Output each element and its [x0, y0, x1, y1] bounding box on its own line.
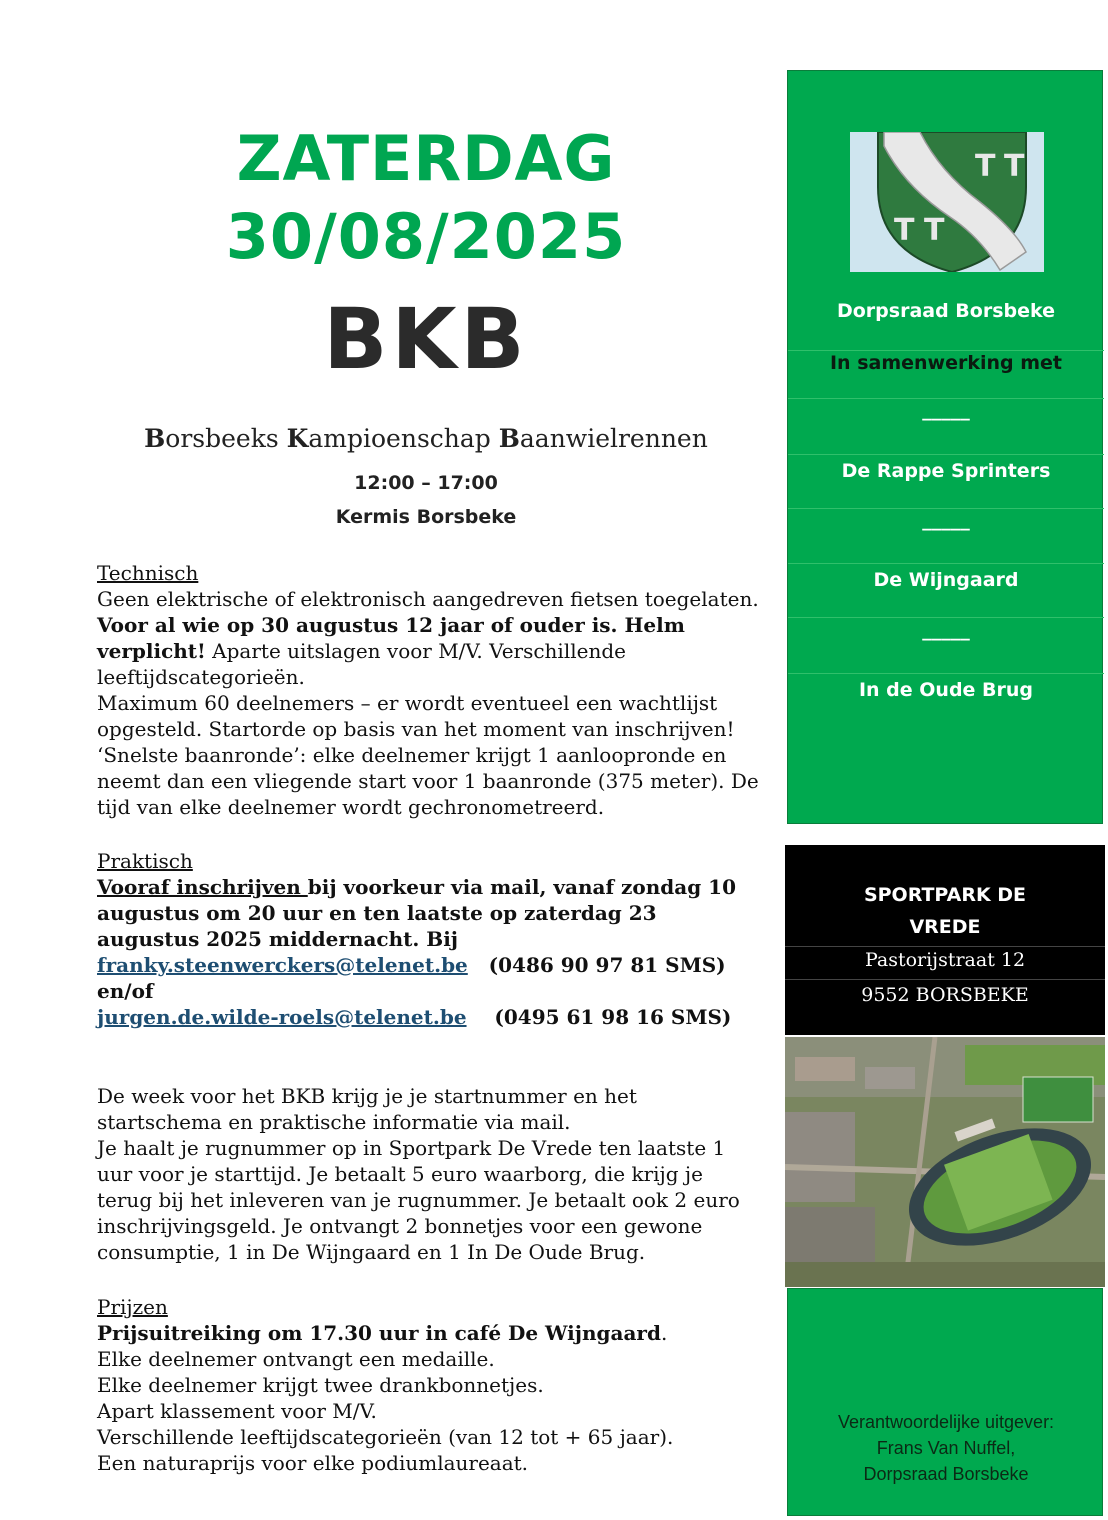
subtitle-initial: B [498, 424, 520, 453]
section-heading: Praktisch [97, 849, 193, 873]
section-heading: Technisch [97, 561, 199, 585]
divider [788, 617, 1104, 618]
paragraph: Je haalt je rugnummer op in Sportpark De Vrede ten laatste 1 uur voor je starttijd. Je betaalt 5 euro waarborg, die krijg je terug bij het inleveren van je rugnummer. Je betaalt ook 2 euro inschrijvingsgeld. Je ontvangt 2 bonnetjes voor een gewone consumptie, 1 in De Wijngaard en 1 In De Oude Brug. [97, 1136, 740, 1264]
registration-label: Vooraf inschrijven [97, 875, 308, 899]
crest-shield-icon [850, 132, 1044, 272]
subtitle-initial: B [144, 424, 166, 453]
publisher-line: Frans Van Nuffel, [876, 1438, 1016, 1458]
text: bij voorkeur via mail, vanaf zondag 10 augustus om 20 uur en ten laatste op zaterdag 23 augustus 2025 middernacht. Bij [97, 875, 736, 951]
divider [788, 454, 1104, 455]
headline-acronym: BKB [323, 290, 529, 388]
paragraph [97, 1320, 762, 1346]
event-time: 12:00 – 17:00 [354, 472, 498, 494]
divider [788, 673, 1104, 674]
bold-text: Prijsuitreiking om 17.30 uur in café De Wijngaard [97, 1321, 661, 1345]
aerial-photo-sportpark [785, 1037, 1105, 1287]
headline-date: 30/08/2025 [225, 200, 627, 273]
subtitle-word: aanwielrennen [519, 424, 708, 453]
venue-street: Pastorijstraat 12 [864, 949, 1026, 971]
venue-name [785, 879, 1105, 943]
divider [785, 946, 1105, 947]
paragraph [97, 612, 762, 690]
publisher-line: Dorpsraad Borsbeke [863, 1464, 1029, 1484]
event-place: Kermis Borsbeke [335, 506, 517, 528]
crest-letter: T [975, 149, 996, 184]
responsible-publisher [788, 1409, 1104, 1487]
paragraph: Geen elektrische of elektronisch aangedreven fietsen toegelaten. [97, 587, 759, 611]
divider [788, 563, 1104, 564]
phone-text: (0495 61 98 16 SMS) [494, 1005, 732, 1029]
paragraph: De week voor het BKB krijg je je startnummer en het startschema en praktische informatie via mail. [97, 1084, 637, 1134]
partner-name: De Wijngaard [873, 569, 1019, 591]
contact-line [97, 1004, 762, 1030]
contact-line [97, 952, 762, 978]
subtitle-word: orsbeeks [165, 424, 287, 453]
event-full-name [96, 424, 756, 453]
paragraph: Elke deelnemer ontvangt een medaille. [97, 1347, 495, 1371]
paragraph: ‘Snelste baanronde’: elke deelnemer krijgt 1 aanloopronde en neemt dan een vliegende start voor 1 baanronde (375 meter). De tijd van elke deelnemer wordt gechronometreerd. [97, 743, 759, 819]
organizers-panel [787, 70, 1103, 824]
separator-text: _____ [922, 399, 970, 421]
email-link[interactable]: jurgen.de.wilde-roels@telenet.be [97, 1005, 467, 1029]
paragraph: Maximum 60 deelnemers – er wordt eventueel een wachtlijst opgesteld. Startorde op basis van het moment van inschrijven! [97, 691, 735, 741]
section-technisch [97, 560, 762, 820]
partner-name: De Rappe Sprinters [841, 460, 1051, 482]
text: Aparte uitslagen voor M/V. Verschillende leeftijdscategorieën. [97, 639, 626, 689]
section-week-info [97, 1083, 762, 1265]
paragraph [97, 874, 762, 952]
divider [788, 350, 1104, 351]
paragraph: Een naturaprijs voor elke podiumlaureaat. [97, 1451, 529, 1475]
section-prijzen [97, 1294, 762, 1476]
crest-letter: T [894, 213, 915, 248]
divider [785, 979, 1105, 980]
separator-text: _____ [922, 619, 970, 641]
subtitle-word: ampioenschap [308, 424, 499, 453]
publisher-panel [787, 1288, 1103, 1516]
section-heading: Prijzen [97, 1295, 168, 1319]
venue-panel [785, 845, 1105, 1035]
partner-name: In de Oude Brug [858, 679, 1034, 701]
borsbeke-crest-logo [850, 132, 1044, 272]
text: en/of [97, 979, 154, 1003]
paragraph: Elke deelnemer krijgt twee drankbonnetjes. [97, 1373, 544, 1397]
phone-text: (0486 90 97 81 SMS) [488, 953, 726, 977]
collaboration-label: In samenwerking met [829, 352, 1063, 374]
crest-letter: T [924, 213, 945, 248]
paragraph: Apart klassement voor M/V. [97, 1399, 377, 1423]
text: . [660, 1321, 668, 1345]
paragraph: Verschillende leeftijdscategorieën (van 12 tot + 65 jaar). [97, 1425, 674, 1449]
crest-letter: T [1004, 149, 1025, 184]
venue-city: 9552 BORSBEKE [861, 984, 1029, 1006]
headline-day: ZATERDAG [236, 122, 616, 195]
aerial-photo-image [785, 1037, 1105, 1287]
separator-text: _____ [922, 509, 970, 531]
bold-text: Voor al wie op 30 augustus 12 jaar of ouder is. Helm verplicht! [97, 613, 685, 663]
email-link[interactable]: franky.steenwerckers@telenet.be [97, 953, 468, 977]
publisher-line: Verantwoordelijke uitgever: [837, 1412, 1055, 1432]
organizer-name: Dorpsraad Borsbeke [836, 300, 1056, 322]
section-praktisch [97, 848, 762, 1030]
venue-name-line: VREDE [909, 916, 981, 938]
venue-name-line: SPORTPARK DE [863, 884, 1027, 906]
subtitle-initial: K [286, 424, 309, 453]
